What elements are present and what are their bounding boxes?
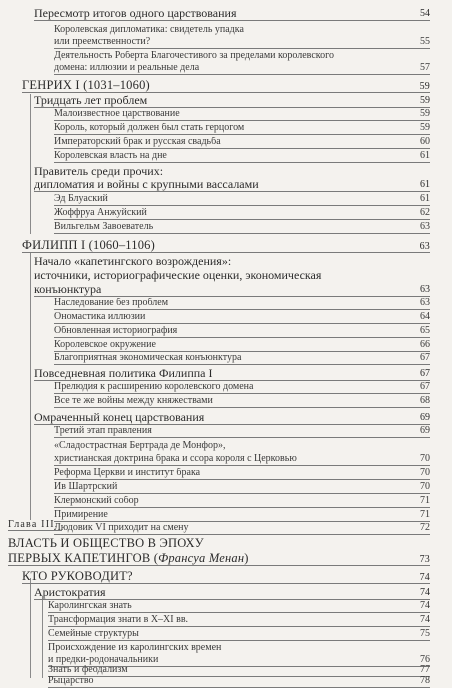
toc-entry[interactable]	[34, 586, 430, 600]
toc-entry[interactable]	[54, 312, 430, 324]
toc-entry[interactable]	[34, 367, 430, 381]
entry-page: 74	[420, 600, 430, 611]
entry-title: источники, историографические оценки, экономическая	[34, 269, 322, 282]
chapter-title-line[interactable]	[8, 537, 430, 550]
entry-page: 63	[420, 297, 430, 308]
entry-title: Благоприятная экономическая конъюнктура	[54, 353, 242, 363]
entry-page: 54	[420, 8, 430, 20]
toc-entry[interactable]	[54, 208, 430, 220]
entry-title: Жоффруа Анжуйский	[54, 208, 147, 218]
toc-entry[interactable]	[54, 396, 430, 408]
entry-title: Деятельность Роберта Благочестивого за пределами королевского	[54, 51, 334, 61]
toc-entry[interactable]	[54, 37, 430, 49]
entry-page: 67	[420, 368, 430, 380]
entry-page: 68	[420, 395, 430, 406]
entry-title: Эд Блуаский	[54, 194, 108, 204]
entry-title: Клермонский собор	[54, 496, 139, 506]
toc-entry[interactable]	[54, 510, 430, 522]
entry-page: 64	[420, 311, 430, 322]
author-name: Франсуа Менан	[158, 552, 245, 565]
entry-page: 70	[420, 453, 430, 464]
entry-title: Рыцарство	[48, 676, 94, 686]
toc-entry[interactable]	[34, 283, 430, 297]
entry-page: 61	[420, 150, 430, 161]
entry-page: 59	[419, 80, 430, 92]
entry-page: 63	[420, 221, 430, 232]
toc-entry[interactable]	[54, 441, 430, 452]
entry-page: 77	[420, 664, 430, 675]
entry-page: 74	[419, 571, 430, 583]
entry-page: 66	[420, 339, 430, 350]
chapter-title: ВЛАСТЬ И ОБЩЕСТВО В ЭПОХУ	[8, 537, 204, 550]
entry-title: Аристократия	[34, 586, 106, 599]
section-vline	[30, 578, 31, 678]
toc-entry[interactable]	[54, 298, 430, 310]
entry-title: Королевское окружение	[54, 340, 156, 350]
toc-entry[interactable]	[54, 382, 430, 394]
entry-title: Ив Шартрский	[54, 482, 118, 492]
entry-page: 57	[420, 62, 430, 73]
toc-entry[interactable]	[54, 109, 430, 121]
entry-title: Прелюдия к расширению королевского домена	[54, 382, 254, 392]
toc-entry[interactable]	[54, 353, 430, 365]
entry-page: 67	[420, 381, 430, 392]
entry-title: дипломатия и войны с крупными вассалами	[34, 178, 259, 191]
section-title: ФИЛИПП I (1060–1106)	[22, 239, 155, 252]
chapter-title-line[interactable]	[8, 552, 430, 566]
entry-page: 71	[420, 495, 430, 506]
entry-page: 59	[420, 95, 430, 107]
entry-title: Все те же войны между княжествами	[54, 396, 213, 406]
entry-title: «Сладострастная Бертрада де Монфор»,	[54, 441, 226, 451]
entry-page: 72	[420, 522, 430, 533]
entry-title: Пересмотр итогов одного царствования	[34, 7, 237, 20]
toc-entry[interactable]	[54, 151, 430, 163]
toc-section[interactable]	[22, 79, 430, 93]
entry-page: 65	[420, 325, 430, 336]
toc-entry[interactable]	[48, 665, 430, 677]
toc-entry[interactable]	[54, 222, 430, 234]
toc-entry[interactable]	[54, 482, 430, 494]
toc-section[interactable]	[22, 570, 430, 584]
entry-page: 71	[420, 509, 430, 520]
toc-entry[interactable]	[48, 615, 430, 627]
toc-entry[interactable]	[54, 25, 430, 36]
subsection-vline	[42, 596, 43, 678]
entry-title: Императорский брак и русская свадьба	[54, 137, 221, 147]
entry-title: конъюнктура	[34, 283, 102, 296]
toc-entry[interactable]	[48, 601, 430, 613]
entry-title: христианская доктрина брака и ссора короля с Церковью	[54, 454, 297, 464]
entry-title: Тридцать лет проблем	[34, 94, 148, 107]
toc-entry[interactable]	[34, 165, 430, 178]
toc-entry[interactable]	[54, 51, 430, 62]
toc-entry[interactable]	[34, 94, 430, 108]
entry-title: Наследование без проблем	[54, 298, 169, 308]
entry-title: Трансформация знати в X–XI вв.	[48, 615, 189, 625]
toc-entry[interactable]	[34, 411, 430, 425]
toc-entry[interactable]	[54, 326, 430, 338]
entry-title: Третий этап правления	[54, 426, 152, 436]
entry-page: 69	[420, 425, 430, 436]
entry-page: 74	[420, 614, 430, 625]
entry-title: Ономастика иллюзии	[54, 312, 146, 322]
entry-page: 60	[420, 136, 430, 147]
entry-page: 70	[420, 467, 430, 478]
entry-title: Омраченный конец царствования	[34, 411, 205, 424]
entry-page: 59	[420, 108, 430, 119]
entry-title: Реформа Церкви и институт брака	[54, 468, 201, 478]
section-title: КТО РУКОВОДИТ?	[22, 570, 133, 583]
toc-entry[interactable]	[34, 269, 430, 282]
entry-page: 69	[420, 412, 430, 424]
entry-page: 55	[420, 36, 430, 47]
entry-title: Малоизвестное царствование	[54, 109, 180, 119]
entry-title: Каролингская знать	[48, 601, 132, 611]
toc-entry[interactable]	[48, 629, 430, 641]
entry-page: 67	[420, 352, 430, 363]
toc-entry[interactable]	[34, 7, 430, 21]
toc-section[interactable]	[22, 239, 430, 253]
entry-title: Король, который должен был стать герцогом	[54, 123, 245, 133]
entry-page: 63	[419, 240, 430, 252]
entry-page: 75	[420, 628, 430, 639]
entry-page: 59	[420, 122, 430, 133]
entry-title: Правитель среди прочих:	[34, 165, 164, 178]
toc-entry[interactable]	[54, 454, 430, 466]
chapter-title: ПЕРВЫХ КАПЕТИНГОВ (Франсуа Менан)	[8, 552, 249, 565]
section-vline	[30, 94, 31, 234]
entry-page: 63	[420, 284, 430, 296]
entry-title: Обновленная историография	[54, 326, 178, 336]
toc-entry[interactable]	[54, 496, 430, 508]
section-vline	[30, 252, 31, 520]
entry-page: 70	[420, 481, 430, 492]
toc-entry[interactable]	[34, 255, 430, 268]
entry-title: и предки-родоначальники	[48, 655, 159, 665]
entry-title: Людовик VI приходит на смену	[54, 523, 189, 533]
section-title: ГЕНРИХ I (1031–1060)	[22, 79, 150, 92]
entry-page: 61	[420, 179, 430, 191]
entry-title: Происхождение из каролингских времен	[48, 643, 222, 653]
entry-title: домена: иллюзии и реальные дела	[54, 63, 200, 73]
entry-page: 73	[419, 553, 430, 565]
toc-entry[interactable]	[54, 468, 430, 480]
entry-page: 78	[420, 675, 430, 686]
toc-entry[interactable]	[54, 426, 430, 438]
entry-title: Начало «капетингского возрождения»:	[34, 255, 232, 268]
entry-title: Королевская дипломатика: свидетель упадка	[54, 25, 244, 35]
toc-entry[interactable]	[54, 340, 430, 352]
entry-page: 61	[420, 193, 430, 204]
entry-title: Вильгельм Завоеватель	[54, 222, 154, 232]
entry-page: 76	[420, 654, 430, 665]
entry-title: Примирение	[54, 510, 108, 520]
chapter-label: Глава III.	[8, 519, 62, 531]
toc-entry[interactable]	[54, 123, 430, 135]
entry-title: Семейные структуры	[48, 629, 139, 639]
toc-entry[interactable]	[48, 643, 430, 654]
entry-title: или преемственности?	[54, 37, 151, 47]
entry-page: 74	[420, 587, 430, 599]
toc-entry[interactable]	[34, 178, 430, 192]
entry-title: Знать и феодализм	[48, 665, 128, 675]
toc-entry[interactable]	[54, 137, 430, 149]
entry-page: 62	[420, 207, 430, 218]
entry-title: Повседневная политика Филиппа I	[34, 367, 213, 380]
toc-entry[interactable]	[54, 523, 430, 535]
entry-title: Королевская власть на дне	[54, 151, 167, 161]
toc-entry[interactable]	[54, 194, 430, 206]
toc-entry[interactable]	[54, 63, 430, 75]
